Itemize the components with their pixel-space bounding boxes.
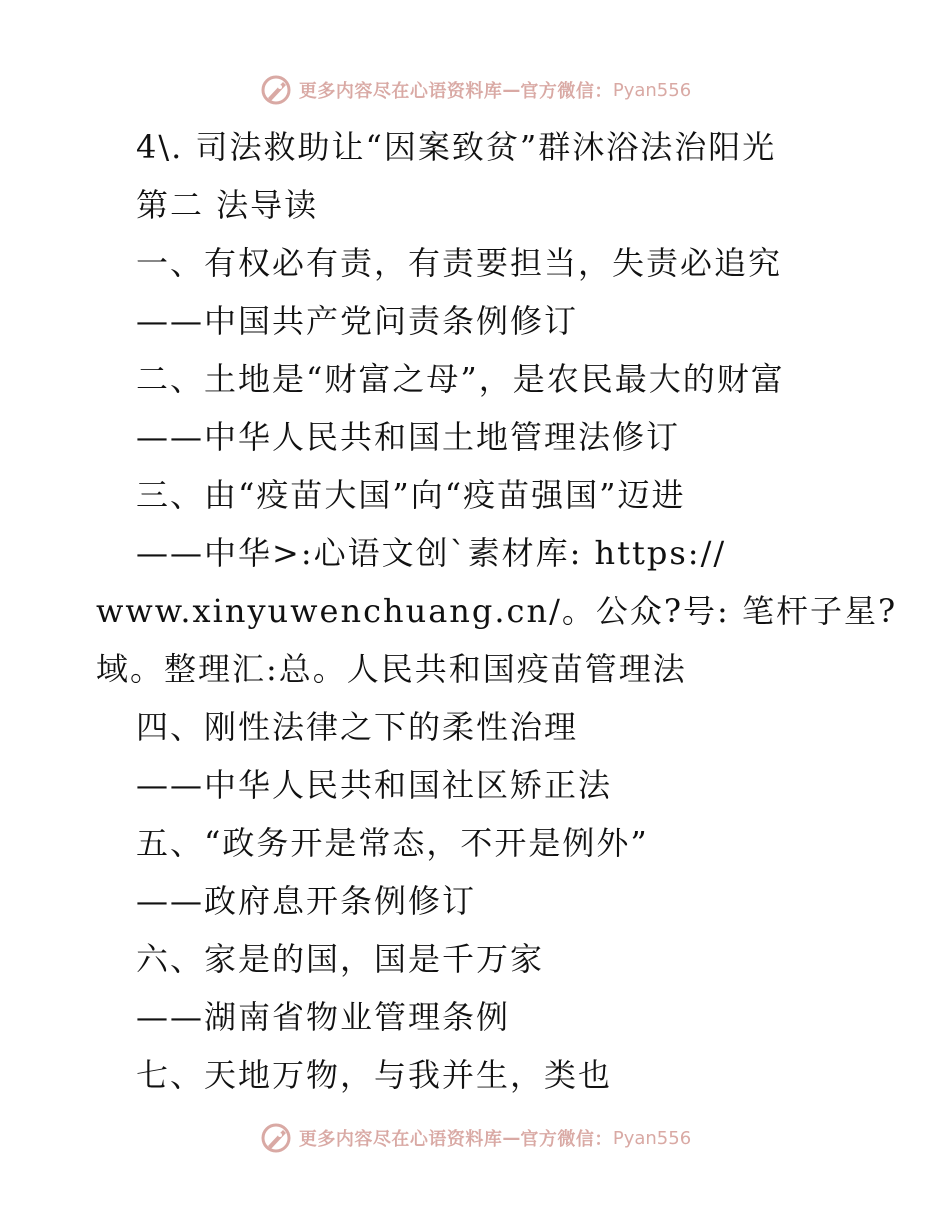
text-line: 一、有权必有责，有责要担当，失责必追究 <box>136 244 783 282</box>
text-line: 四、刚性法律之下的柔性治理 <box>136 708 579 746</box>
pen-logo-icon <box>259 1121 293 1155</box>
text-line: ——湖南省物业管理条例 <box>136 998 511 1036</box>
footer-watermark <box>0 1118 950 1158</box>
text-line: ——政府息开条例修订 <box>136 882 477 920</box>
watermark-label: 官方微信： <box>520 1129 613 1150</box>
text-line: ——中国共产党问责条例修订 <box>136 302 579 340</box>
text-line: ——中华人民共和国社区矫正法 <box>136 766 613 804</box>
watermark-text: 更多内容尽在心语资料库 <box>298 1129 503 1150</box>
watermark-id: Pyan556 <box>612 1127 692 1149</box>
text-line: 五、“政务开是常态，不开是例外” <box>136 824 649 862</box>
watermark-id: Pyan556 <box>612 79 692 101</box>
text-line: 域。整理汇:总。人民共和国疫苗管理法 <box>96 650 687 688</box>
text-line: ——中华>:心语文创`素材库: https:// <box>136 534 727 572</box>
text-line: 4\. 司法救助让“因案致贫”群沐浴法治阳光 <box>136 128 777 166</box>
watermark-text: 更多内容尽在心语资料库 <box>298 81 503 102</box>
text-line: 第二 法导读 <box>136 186 319 224</box>
watermark-separator: — <box>502 1127 521 1149</box>
text-line: 六、家是的国，国是千万家 <box>136 940 545 978</box>
text-line: 三、由“疫苗大国”向“疫苗强国”迈进 <box>136 476 686 514</box>
text-line: 二、土地是“财富之母”，是农民最大的财富 <box>136 360 785 398</box>
text-line: www.xinyuwenchuang.cn/。公众?号: 笔杆子星? <box>96 592 898 630</box>
watermark-separator: — <box>502 79 521 101</box>
text-line: 七、天地万物，与我并生，类也 <box>136 1056 613 1094</box>
watermark-label: 官方微信： <box>520 81 613 102</box>
pen-logo-icon <box>259 73 293 107</box>
text-line: ——中华人民共和国土地管理法修订 <box>136 418 681 456</box>
header-watermark <box>0 70 950 110</box>
